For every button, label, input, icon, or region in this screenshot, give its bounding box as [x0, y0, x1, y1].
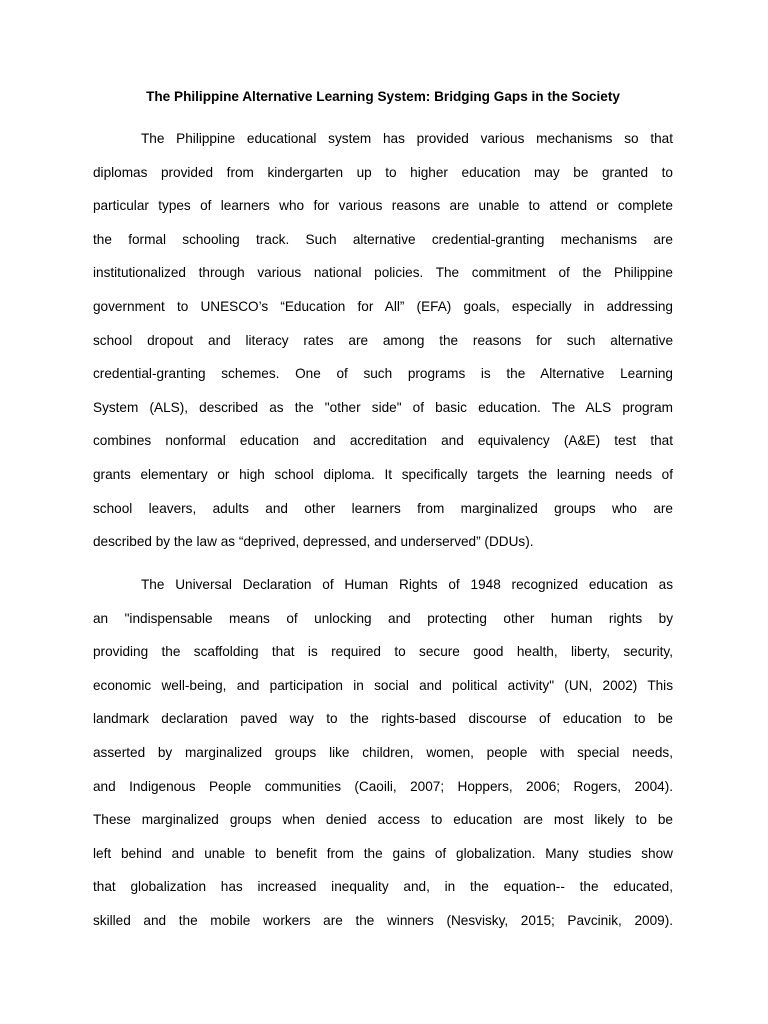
text-line: diplomas provided from kindergarten up to higher education may be granted to	[93, 164, 673, 180]
text-line: providing the scaffolding that is required to secure good health, liberty, security,	[93, 644, 673, 660]
text-line: school dropout and literacy rates are among the reasons for such alternative	[93, 332, 673, 348]
text-line: combines nonformal education and accreditation and equivalency (A&E) test that	[93, 433, 673, 449]
text-line: asserted by marginalized groups like children, women, people with special needs,	[93, 744, 673, 760]
text-line: landmark declaration paved way to the rights-based discourse of education to be	[93, 711, 673, 727]
text-line: institutionalized through various national policies. The commitment of the Philippine	[93, 265, 673, 281]
text-line: government to UNESCO’s “Education for All” (EFA) goals, especially in addressing	[93, 298, 673, 314]
text-line: left behind and unable to benefit from the gains of globalization. Many studies show	[93, 845, 673, 861]
text-line: an "indispensable means of unlocking and protecting other human rights by	[93, 610, 673, 626]
text-line: These marginalized groups when denied access to education are most likely to be	[93, 812, 673, 828]
text-line: that globalization has increased inequality and, in the equation-- the educated,	[93, 879, 673, 895]
text-line: grants elementary or high school diploma. It specifically targets the learning needs of	[93, 466, 673, 482]
text-line: and Indigenous People communities (Caoili, 2007; Hoppers, 2006; Rogers, 2004).	[93, 778, 673, 794]
text-line: credential-granting schemes. One of such programs is the Alternative Learning	[93, 366, 673, 382]
text-line: The Universal Declaration of Human Rights of 1948 recognized education as	[141, 577, 673, 592]
paragraph-2	[93, 568, 673, 938]
text-line: economic well-being, and participation in social and political activity" (UN, 2002) This	[93, 677, 673, 693]
text-line: System (ALS), described as the "other side" of basic education. The ALS program	[93, 399, 673, 415]
text-line: The Philippine educational system has provided various mechanisms so that	[141, 131, 673, 146]
document-title: The Philippine Alternative Learning System: Bridging Gaps in the Society	[146, 89, 620, 104]
text-line: particular types of learners who for various reasons are unable to attend or complete	[93, 198, 673, 214]
text-line: skilled and the mobile workers are the winners (Nesvisky, 2015; Pavcinik, 2009).	[93, 912, 673, 928]
paragraph-1	[93, 122, 673, 559]
text-line: described by the law as “deprived, depressed, and underserved” (DDUs).	[93, 534, 534, 550]
text-line: school leavers, adults and other learners from marginalized groups who are	[93, 500, 673, 516]
text-line: the formal schooling track. Such alternative credential-granting mechanisms are	[93, 231, 673, 247]
